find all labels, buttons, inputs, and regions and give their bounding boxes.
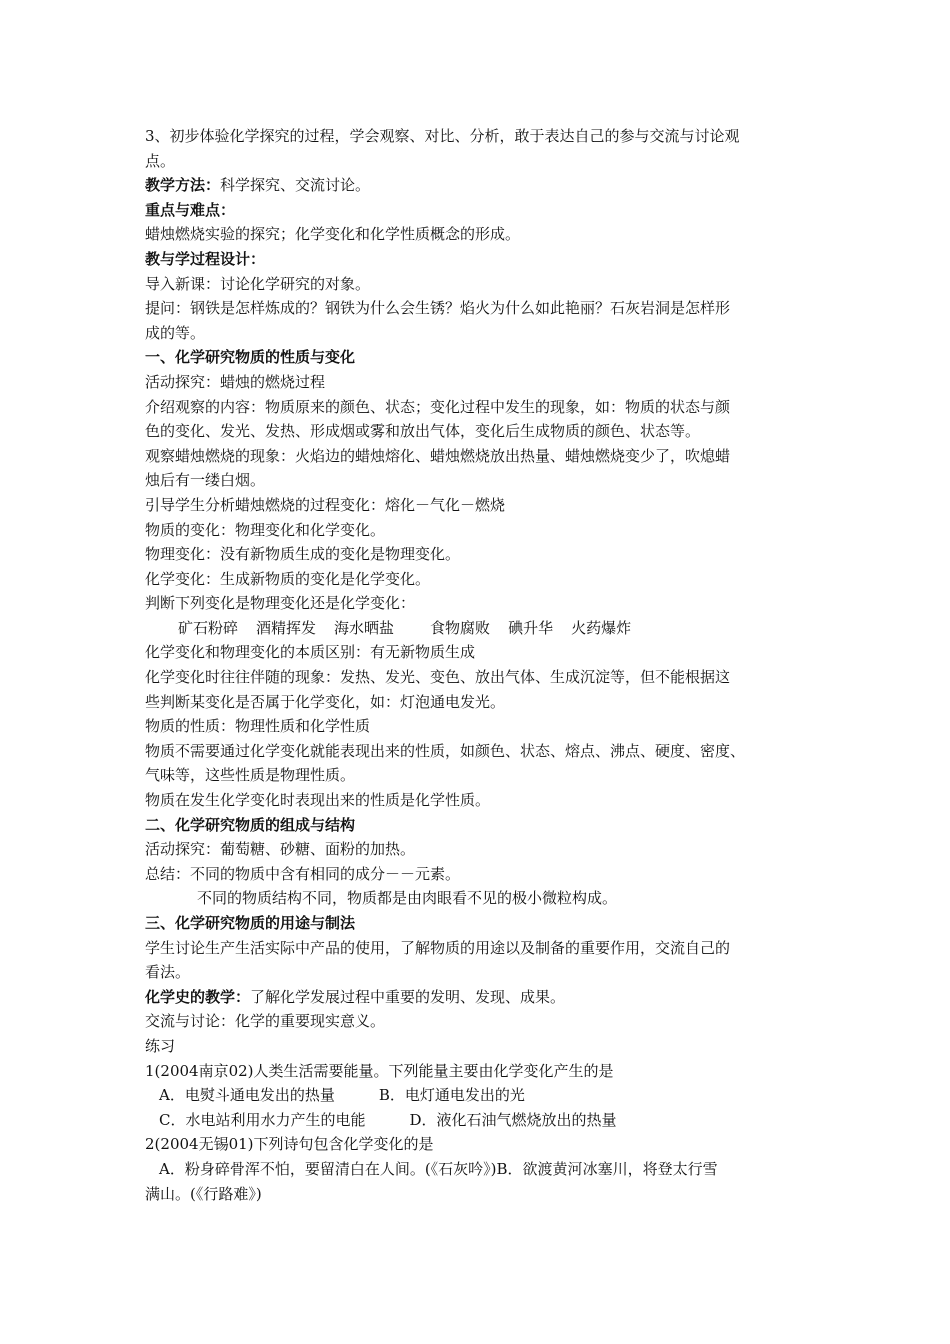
guide-line: 引导学生分析蜡烛燃烧的过程变化：熔化－气化－燃烧: [145, 495, 506, 514]
history-label: 化学史的教学：: [145, 987, 251, 1006]
teaching-method: [145, 173, 825, 198]
physical-property-line1: 物质不需要通过化学变化就能表现出来的性质，如颜色、状态、熔点、沸点、硬度、密度、: [145, 741, 746, 760]
judge-item: 火药爆炸: [571, 618, 632, 637]
candle-line1: 观察蜡烛燃烧的现象：火焰边的蜡烛熔化、蜡烛燃烧放出热量、蜡烛燃烧变少了，吹熄蜡: [145, 446, 731, 465]
observe-line1: 介绍观察的内容：物质原来的颜色、状态；变化过程中发生的现象，如：物质的状态与颜: [145, 397, 731, 416]
history-text: 了解化学发展过程中重要的发明、发现、成果。: [250, 987, 566, 1006]
document-page: [145, 124, 825, 1206]
judge-item: 碘升华: [508, 618, 554, 637]
section-1-heading: 一、化学研究物质的性质与变化: [145, 348, 356, 367]
discuss-line2: 看法。: [145, 963, 191, 982]
question-1-options-ab: [145, 1083, 825, 1108]
chemical-change-line: 化学变化：生成新物质的变化是化学变化。: [145, 569, 431, 588]
physical-change-line: 物理变化：没有新物质生成的变化是物理变化。: [145, 545, 461, 564]
question-2-options-line2: 满山。(《行路难》): [145, 1184, 262, 1203]
judge-item: 海水晒盐: [334, 618, 395, 637]
question-line2: 成的等。: [145, 323, 206, 342]
observe-line2: 色的变化、发光、发热、形成烟或雾和放出气体，变化后生成物质的颜色、状态等。: [145, 422, 701, 441]
judge-item: 食物腐败: [430, 618, 491, 637]
candle-line2: 烛后有一缕白烟。: [145, 471, 266, 490]
section-3-heading: 三、化学研究物质的用途与制法: [145, 914, 356, 932]
exchange-line: 交流与讨论：化学的重要现实意义。: [145, 1012, 386, 1031]
question-line1: 提问：钢铁是怎样炼成的？钢铁为什么会生锈？焰火为什么如此艳丽？石灰岩洞是怎样形: [145, 299, 731, 318]
activity-1: 活动探究：蜡烛的燃烧过程: [145, 372, 326, 391]
question-1-options-cd: [145, 1108, 825, 1133]
essence-line: 化学变化和物理变化的本质区别：有无新物质生成: [145, 643, 476, 662]
judge-item: 酒精挥发: [256, 618, 317, 637]
question-2: 2(2004无锡01)下列诗句包含化学变化的是: [145, 1135, 434, 1154]
objective-3-line1: 3、初步体验化学探究的过程，学会观察、对比、分析，敢于表达自己的参与交流与讨论观: [145, 127, 740, 145]
teaching-method-label: 教学方法：: [145, 176, 221, 195]
summary-line2: 不同的物质结构不同，物质都是由肉眼看不见的极小微粒构成。: [197, 889, 618, 908]
objective-3-line2: 点。: [145, 151, 176, 170]
summary-line1: 总结：不同的物质中含有相同的成分－－元素。: [145, 864, 461, 883]
question-1: 1(2004南京02)人类生活需要能量。下列能量主要由化学变化产生的是: [145, 1061, 614, 1080]
option-b: B．电灯通电发出的光: [378, 1086, 525, 1105]
discuss-line1: 学生讨论生产生活实际中产品的使用，了解物质的用途以及制备的重要作用，交流自己的: [145, 938, 731, 957]
judge-items: [145, 616, 825, 641]
question-2-options-line1: A．粉身碎骨浑不怕，要留清白在人间。(《石灰吟》)B．欲渡黄河冰塞川，将登太行雪: [159, 1159, 718, 1178]
activity-2: 活动探究：葡萄糖、砂糖、面粉的加热。: [145, 840, 416, 859]
key-points-heading: 重点与难点：: [145, 200, 236, 219]
physical-property-line2: 气味等，这些性质是物理性质。: [145, 766, 356, 785]
practice-heading: 练习: [145, 1036, 176, 1055]
judge-item: 矿石粉碎: [178, 618, 239, 637]
phenomenon-line1: 化学变化时往往伴随的现象：发热、发光、变色、放出气体、生成沉淀等，但不能根据这: [145, 668, 731, 687]
teaching-method-text: 科学探究、交流讨论。: [220, 176, 371, 195]
key-points-text: 蜡烛燃烧实验的探究；化学变化和化学性质概念的形成。: [145, 225, 521, 244]
phenomenon-line2: 些判断某变化是否属于化学变化，如：灯泡通电发光。: [145, 692, 506, 711]
option-a: A．电熨斗通电发出的热量: [159, 1086, 335, 1105]
change-line: 物质的变化：物理变化和化学变化。: [145, 520, 386, 539]
judge-line: 判断下列变化是物理变化还是化学变化：: [145, 594, 416, 613]
history-line: [145, 985, 825, 1010]
option-c: C．水电站利用水力产生的电能: [159, 1110, 366, 1129]
section-2-heading: 二、化学研究物质的组成与结构: [145, 815, 356, 834]
chemical-property-line: 物质在发生化学变化时表现出来的性质是化学性质。: [145, 791, 491, 810]
process-heading: 教与学过程设计：: [145, 249, 266, 268]
option-d: D．液化石油气燃烧放出的热量: [409, 1110, 617, 1129]
property-line: 物质的性质：物理性质和化学性质: [145, 717, 371, 736]
intro-line: 导入新课：讨论化学研究的对象。: [145, 274, 371, 293]
